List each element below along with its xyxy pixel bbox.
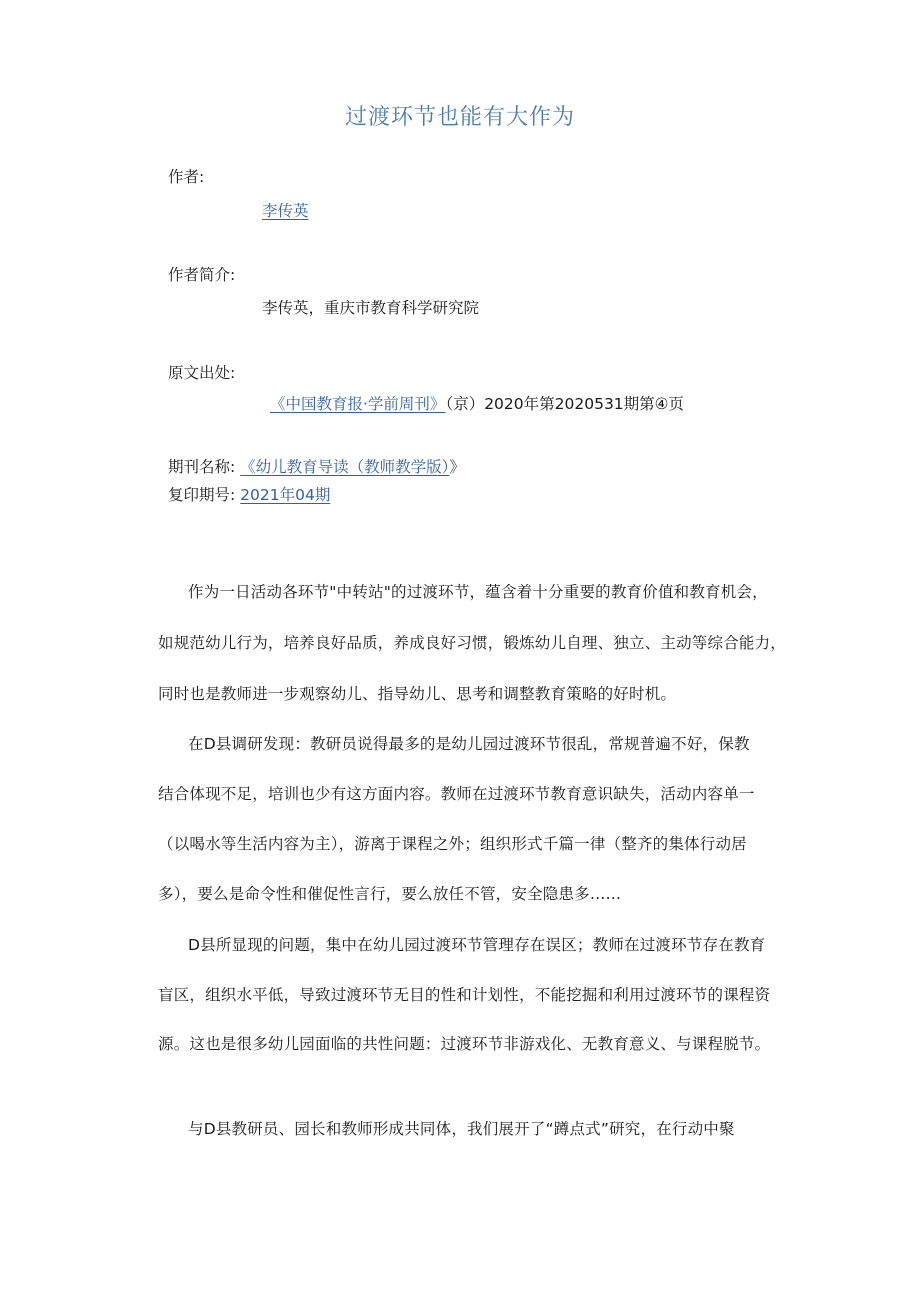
journal-line: [168, 455, 465, 477]
issue-label: 复印期号:: [168, 486, 236, 504]
source-details: （京）2020年第2020531期第④页: [445, 395, 685, 413]
paragraph-line: 作为一日活动各环节"中转站"的过渡环节，蕴含着十分重要的教育价值和教育机会，: [188, 583, 768, 601]
author-bio-text: 李传英，重庆市教育科学研究院: [262, 299, 480, 317]
paragraph-line: 多），要么是命令性和催促性言行，要么放任不管，安全隐患多……: [158, 885, 622, 903]
source-publication-link[interactable]: 《中国教育报·学前周刊》: [270, 395, 446, 413]
article-title: 过渡环节也能有大作为: [344, 105, 575, 130]
paragraph-line: D县所显现的问题，集中在幼儿园过渡环节管理存在误区；教师在过渡环节存在教育: [188, 936, 766, 954]
paragraph-line: 源。这也是很多幼儿园面临的共性问题：过渡环节非游戏化、无教育意义、与课程脱节。: [158, 1035, 771, 1053]
issue-line: [168, 483, 330, 505]
paragraph-line: （以喝水等生活内容为主），游离于课程之外；组织形式千篇一律（整齐的集体行动居: [158, 835, 747, 853]
issue-number-link[interactable]: 2021年04期: [240, 486, 331, 504]
author-label: 作者:: [168, 168, 205, 186]
paragraph-line: 如规范幼儿行为，培养良好品质，养成良好习惯，锻炼幼儿自理、独立、主动等综合能力，: [158, 634, 787, 652]
paragraph-line: 在D县调研发现：教研员说得最多的是幼儿园过渡环节很乱，常规普遍不好，保教: [188, 735, 750, 753]
author-name-link[interactable]: 李传英: [262, 202, 309, 220]
author-bio-label: 作者简介:: [168, 266, 236, 284]
journal-label: 期刊名称:: [168, 458, 236, 476]
paragraph-line: 盲区，组织水平低，导致过渡环节无目的性和计划性，不能挖掘和利用过渡环节的课程资: [158, 986, 771, 1004]
paragraph-line: 与D县教研员、园长和教师形成共同体，我们展开了“蹲点式”研究，在行动中聚: [188, 1120, 735, 1138]
source-line: [270, 392, 684, 414]
paragraph-line: 同时也是教师进一步观察幼儿、指导幼儿、思考和调整教育策略的好时机。: [158, 685, 677, 703]
journal-name-link[interactable]: 《幼儿教育导读（教师教学版）: [240, 458, 450, 476]
source-label: 原文出处:: [168, 364, 236, 382]
journal-close-bracket: 》: [449, 458, 465, 476]
paragraph-line: 结合体现不足，培训也少有这方面内容。教师在过渡环节教育意识缺失，活动内容单一: [158, 785, 755, 803]
